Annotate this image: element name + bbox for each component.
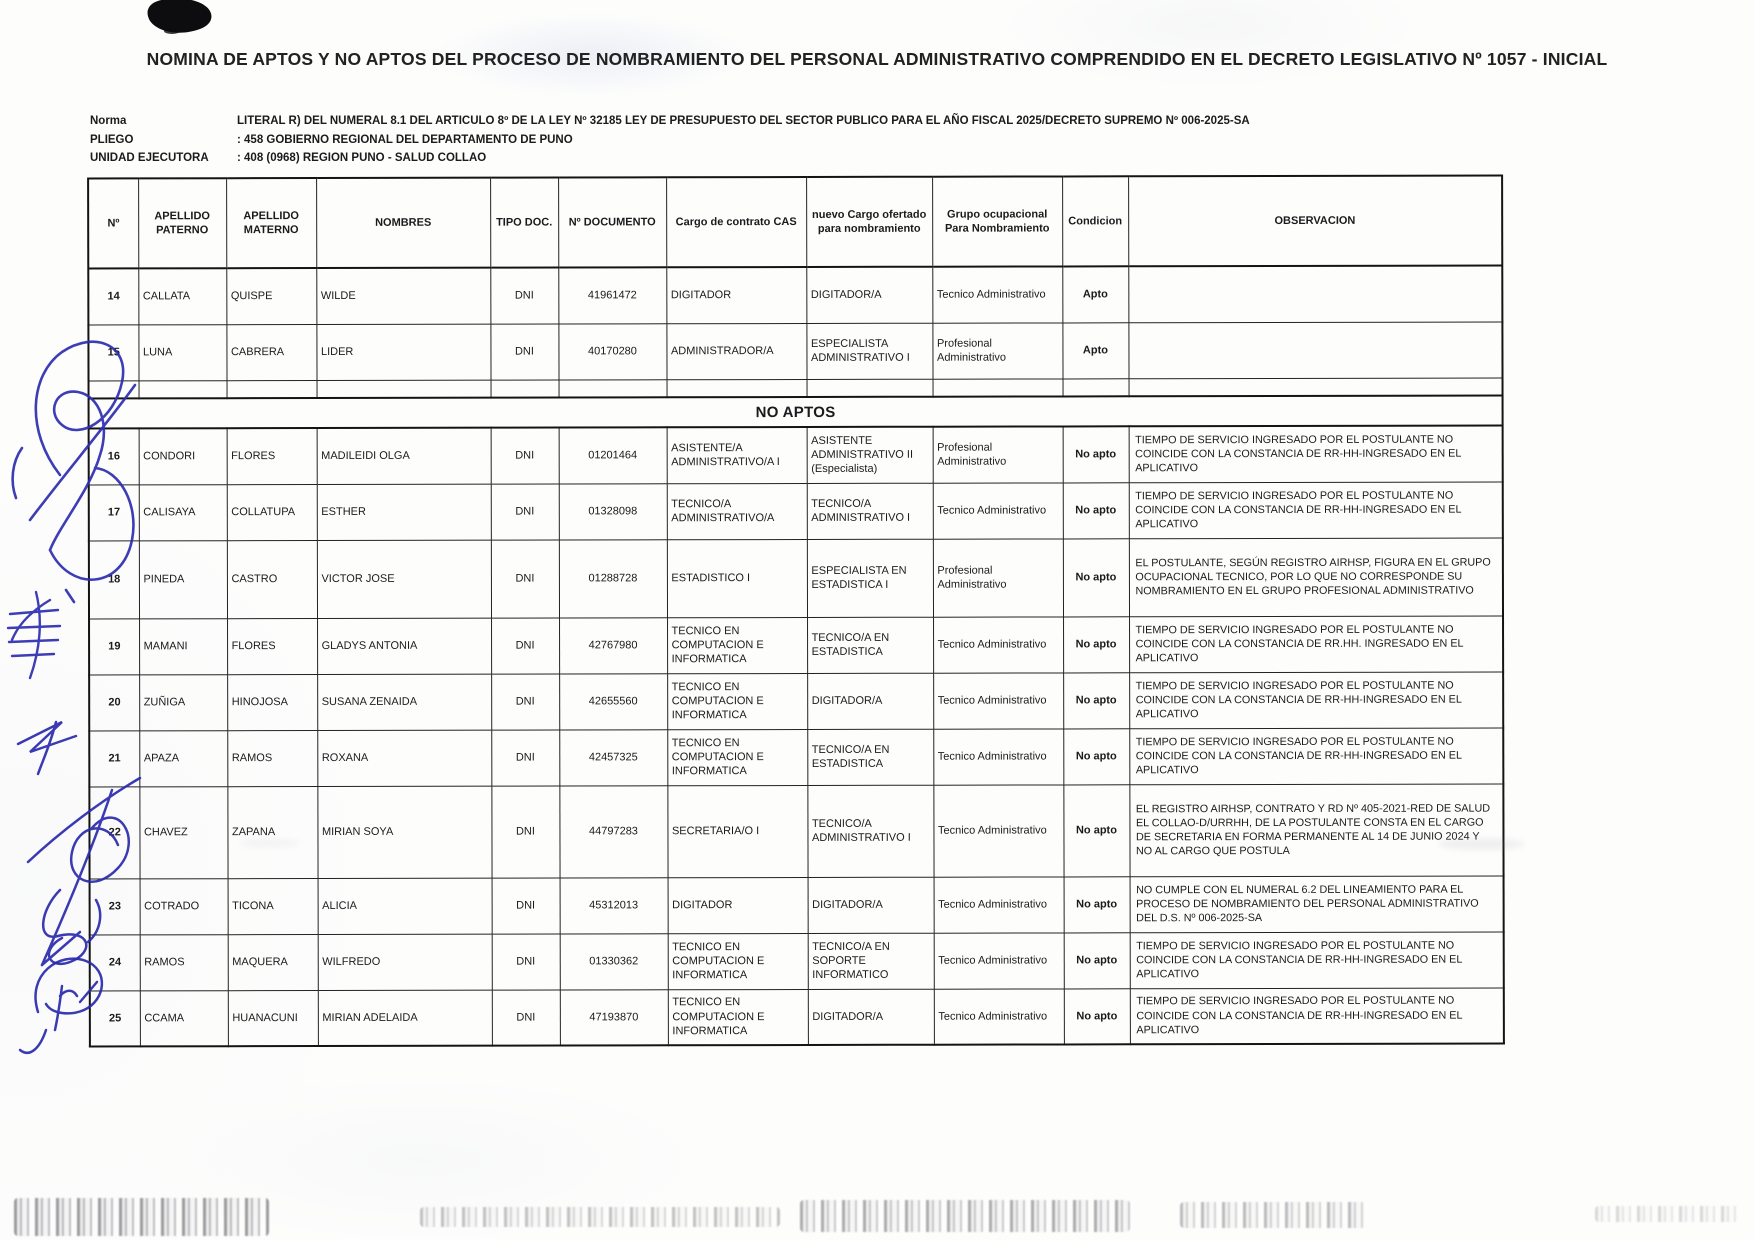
cell-apellido-materno: RAMOS <box>227 730 317 786</box>
cell-apellido-materno: CASTRO <box>227 540 317 618</box>
cell-condicion: No apto <box>1063 728 1129 784</box>
cell-apellido-materno: QUISPE <box>226 268 316 324</box>
cell-nombres: MIRIAN SOYA <box>317 786 491 878</box>
cell-observacion: NO CUMPLE CON EL NUMERAL 6.2 DEL LINEAMIENTO PARA EL PROCESO DE NOMBRAMIENTO DEL PERSONAL ADMINISTRATIVO DEL D.S. Nº 006-2025-SA <box>1130 876 1504 933</box>
cell-grupo-ocupacional: Tecnico Administrativo <box>932 266 1062 322</box>
cell-numero-documento: 01201464 <box>559 427 667 483</box>
cell-apellido-materno: TICONA <box>228 878 318 934</box>
cell-grupo-ocupacional: Tecnico Administrativo <box>934 876 1064 932</box>
cell-numero-documento: 45312013 <box>560 877 668 933</box>
cell-cargo-cas: ADMINISTRADOR/A <box>666 323 806 379</box>
table-row <box>89 672 1503 731</box>
cell-observacion: TIEMPO DE SERVICIO INGRESADO POR EL POSTULANTE NO COINCIDE CON LA CONSTANCIA DE RR-HH-INGRESADO EN EL APLICATIVO <box>1129 672 1503 729</box>
cell-numero-documento: 40170280 <box>558 323 666 379</box>
cell-nuevo-cargo: TECNICO/A EN SOPORTE INFORMATICO <box>808 933 934 989</box>
cell-grupo-ocupacional: Tecnico Administrativo <box>933 784 1063 876</box>
cell-cargo-cas: TECNICO EN COMPUTACION E INFORMATICA <box>667 617 807 673</box>
col-tipo-doc: TIPO DOC. <box>490 177 558 267</box>
cell-numero-documento: 47193870 <box>560 989 668 1045</box>
page-title: NOMINA DE APTOS Y NO APTOS DEL PROCESO DE NOMBRAMIENTO DEL PERSONAL ADMINISTRATIVO COMPRENDIDO EN EL DECRETO LEGISLATIVO Nº 1057 - INICIAL <box>146 49 1608 69</box>
cell-cargo-cas: DIGITADOR <box>668 877 808 933</box>
cell-nombres: MADILEIDI OLGA <box>317 428 491 484</box>
cell-condicion: No apto <box>1063 426 1129 482</box>
cell-number: 23 <box>90 878 140 934</box>
empty-cell <box>139 380 227 398</box>
col-observacion: OBSERVACION <box>1128 176 1502 267</box>
cell-nuevo-cargo: DIGITADOR/A <box>806 267 932 323</box>
cell-nuevo-cargo: DIGITADOR/A <box>808 877 934 933</box>
roster-table <box>87 175 1505 1048</box>
cell-tipo-doc: DNI <box>490 323 558 379</box>
table-row <box>90 932 1504 991</box>
empty-cell <box>491 379 559 397</box>
col-grupo-ocupacional: Grupo ocupacional Para Nombramiento <box>932 176 1062 266</box>
cell-apellido-materno: HUANACUNI <box>228 990 318 1046</box>
col-condicion: Condicion <box>1062 176 1128 266</box>
cell-observacion: TIEMPO DE SERVICIO INGRESADO POR EL POSTULANTE NO COINCIDE CON LA CONSTANCIA DE RR-HH-INGRESADO EN EL APLICATIVO <box>1129 482 1503 539</box>
table-row <box>89 538 1503 619</box>
table-row <box>90 876 1504 935</box>
cell-tipo-doc: DNI <box>492 933 560 989</box>
cell-tipo-doc: DNI <box>491 427 559 483</box>
header-row <box>88 176 1502 269</box>
table-row <box>89 616 1503 675</box>
cell-nuevo-cargo: DIGITADOR/A <box>807 673 933 729</box>
empty-cell <box>227 380 317 398</box>
cell-apellido-paterno: ZUÑIGA <box>139 674 227 730</box>
empty-cell <box>89 380 139 398</box>
cell-tipo-doc: DNI <box>491 483 559 539</box>
cell-nuevo-cargo: DIGITADOR/A <box>808 989 934 1045</box>
col-numero-documento: Nº DOCUMENTO <box>558 177 666 267</box>
meta-label: PLIEGO <box>90 133 134 146</box>
cell-cargo-cas: DIGITADOR <box>666 267 806 323</box>
cell-apellido-materno: COLLATUPA <box>227 484 317 540</box>
cell-condicion: No apto <box>1063 672 1129 728</box>
meta-row-norma <box>90 112 1250 131</box>
scan-noise <box>800 1200 1130 1232</box>
cell-observacion: TIEMPO DE SERVICIO INGRESADO POR EL POSTULANTE NO COINCIDE CON LA CONSTANCIA DE RR-HH-INGRESADO EN EL APLICATIVO <box>1130 988 1504 1045</box>
cell-condicion: Apto <box>1062 322 1128 378</box>
cell-grupo-ocupacional: Profesional Administrativo <box>932 322 1062 378</box>
cell-number: 22 <box>89 786 139 878</box>
section-row-no-aptos <box>89 396 1503 429</box>
table-row <box>88 322 1502 381</box>
cell-observacion <box>1128 266 1502 323</box>
cell-condicion: No apto <box>1063 538 1129 616</box>
cell-apellido-materno: FLORES <box>227 618 317 674</box>
cell-nuevo-cargo: TECNICO/A ADMINISTRATIVO I <box>807 483 933 539</box>
col-apellido-materno: APELLIDO MATERNO <box>226 178 316 268</box>
cell-condicion: No apto <box>1063 482 1129 538</box>
cell-number: 15 <box>88 324 138 380</box>
cell-nuevo-cargo: ESPECIALISTA EN ESTADISTICA I <box>807 539 933 617</box>
cell-apellido-paterno: MAMANI <box>139 618 227 674</box>
cell-nombres: GLADYS ANTONIA <box>317 618 491 674</box>
cell-nuevo-cargo: TECNICO/A EN ESTADISTICA <box>807 617 933 673</box>
black-blob-mark <box>148 0 212 34</box>
cell-cargo-cas: ASISTENTE/A ADMINISTRATIVO/A I <box>667 427 807 483</box>
empty-cell <box>559 379 667 397</box>
table-row <box>88 266 1502 325</box>
cell-nombres: WILFREDO <box>318 934 492 990</box>
cell-apellido-paterno: COTRADO <box>140 878 228 934</box>
cell-number: 14 <box>88 268 138 324</box>
cell-nuevo-cargo: ESPECIALISTA ADMINISTRATIVO I <box>806 323 932 379</box>
cell-nombres: VICTOR JOSE <box>317 540 491 618</box>
cell-apellido-paterno: CALISAYA <box>139 484 227 540</box>
empty-cell <box>807 379 933 397</box>
meta-row-pliego <box>90 131 1250 150</box>
cell-numero-documento: 42767980 <box>559 617 667 673</box>
cell-number: 16 <box>89 428 139 484</box>
col-nuevo-cargo: nuevo Cargo ofertado para nombramiento <box>806 177 932 267</box>
empty-cell <box>1129 378 1503 397</box>
cell-numero-documento: 42655560 <box>559 673 667 729</box>
table-row <box>89 426 1503 485</box>
cell-number: 20 <box>89 674 139 730</box>
cell-number: 25 <box>90 990 140 1046</box>
cell-condicion: No apto <box>1064 932 1130 988</box>
cell-nombres: ROXANA <box>317 730 491 786</box>
cell-apellido-paterno: RAMOS <box>140 934 228 990</box>
cell-nuevo-cargo: ASISTENTE ADMINISTRATIVO II (Especialista) <box>807 427 933 483</box>
meta-value: : 408 (0968) REGION PUNO - SALUD COLLAO <box>237 152 487 165</box>
cell-observacion: TIEMPO DE SERVICIO INGRESADO POR EL POSTULANTE NO COINCIDE CON LA CONSTANCIA DE RR-HH-INGRESADO EN EL APLICATIVO <box>1129 426 1503 483</box>
cell-cargo-cas: TECNICO EN COMPUTACION E INFORMATICA <box>668 989 808 1045</box>
scan-noise <box>1595 1206 1740 1222</box>
scan-noise <box>14 1198 269 1236</box>
cell-apellido-paterno: APAZA <box>139 730 227 786</box>
cell-number: 19 <box>89 618 139 674</box>
cell-nuevo-cargo: TECNICO/A ADMINISTRATIVO I <box>807 785 933 877</box>
cell-tipo-doc: DNI <box>491 673 559 729</box>
cell-numero-documento: 41961472 <box>558 267 666 323</box>
cell-number: 18 <box>89 540 139 618</box>
cell-grupo-ocupacional: Tecnico Administrativo <box>933 616 1063 672</box>
cell-nombres: SUSANA ZENAIDA <box>317 674 491 730</box>
cell-nuevo-cargo: TECNICO/A EN ESTADISTICA <box>807 729 933 785</box>
cell-grupo-ocupacional: Tecnico Administrativo <box>933 728 1063 784</box>
cell-nombres: MIRIAN ADELAIDA <box>318 990 492 1046</box>
cell-tipo-doc: DNI <box>491 785 559 877</box>
cell-grupo-ocupacional: Profesional Administrativo <box>933 426 1063 482</box>
cell-observacion: TIEMPO DE SERVICIO INGRESADO POR EL POSTULANTE NO COINCIDE CON LA CONSTANCIA DE RR-HH-INGRESADO EN EL APLICATIVO <box>1129 728 1503 785</box>
scan-noise <box>420 1207 780 1227</box>
cell-cargo-cas: TECNICO EN COMPUTACION E INFORMATICA <box>668 933 808 989</box>
col-apellido-paterno: APELLIDO PATERNO <box>138 178 226 268</box>
cell-condicion: No apto <box>1064 876 1130 932</box>
cell-number: 21 <box>89 730 139 786</box>
table-row <box>89 784 1503 879</box>
table-row <box>90 988 1504 1047</box>
cell-cargo-cas: ESTADISTICO I <box>667 539 807 617</box>
table-row <box>89 728 1503 787</box>
empty-cell <box>933 378 1063 396</box>
cell-tipo-doc: DNI <box>491 617 559 673</box>
cell-tipo-doc: DNI <box>492 877 560 933</box>
meta-label: Norma <box>90 115 127 127</box>
empty-cell <box>1063 378 1129 396</box>
meta-label: UNIDAD EJECUTORA <box>90 152 209 165</box>
section-label-no-aptos: NO APTOS <box>89 396 1503 429</box>
meta-value: : 458 GOBIERNO REGIONAL DEL DEPARTAMENTO DE PUNO <box>237 133 573 146</box>
cell-numero-documento: 42457325 <box>559 729 667 785</box>
cell-apellido-paterno: CONDORI <box>139 428 227 484</box>
meta-value: LITERAL R) DEL NUMERAL 8.1 DEL ARTICULO 8º DE LA LEY Nº 32185 LEY DE PRESUPUESTO DEL SECTOR PUBLICO PARA EL AÑO FISCAL 2025/DECRETO SUPREMO Nº 006-2025-SA <box>237 115 1250 127</box>
cell-condicion: No apto <box>1063 616 1129 672</box>
cell-apellido-materno: FLORES <box>227 428 317 484</box>
cell-tipo-doc: DNI <box>491 539 559 617</box>
cell-apellido-materno: MAQUERA <box>228 934 318 990</box>
col-nombres: NOMBRES <box>316 178 490 268</box>
empty-cell <box>667 379 807 397</box>
signature-2 <box>8 592 60 678</box>
cell-apellido-paterno: CALLATA <box>138 268 226 324</box>
cell-numero-documento: 01330362 <box>560 933 668 989</box>
cell-observacion: EL REGISTRO AIRHSP, CONTRATO Y RD Nº 405-2021-RED DE SALUD EL COLLAO-D/URRHH, DE LA POSTULANTE CONSTA EN EL CARGO DE SECRETARIA EN FORMA PERMANENTE AL 14 DE JUNIO 2024 Y NO AL CARGO QUE POSTULA <box>1129 784 1503 877</box>
cell-numero-documento: 01288728 <box>559 539 667 617</box>
cell-cargo-cas: TECNICO/A ADMINISTRATIVO/A <box>667 483 807 539</box>
cell-observacion: TIEMPO DE SERVICIO INGRESADO POR EL POSTULANTE NO COINCIDE CON LA CONSTANCIA DE RR-HH-INGRESADO EN EL APLICATIVO <box>1130 932 1504 989</box>
table-row <box>89 482 1503 541</box>
cell-apellido-paterno: PINEDA <box>139 540 227 618</box>
cell-numero-documento: 01328098 <box>559 483 667 539</box>
cell-number: 24 <box>90 934 140 990</box>
cell-nombres: LIDER <box>316 324 490 380</box>
cell-condicion: No apto <box>1064 988 1130 1044</box>
cell-nombres: ALICIA <box>318 878 492 934</box>
cell-apellido-materno: CABRERA <box>226 324 316 380</box>
scan-noise <box>1180 1202 1365 1228</box>
cell-tipo-doc: DNI <box>491 729 559 785</box>
cell-tipo-doc: DNI <box>490 267 558 323</box>
cell-cargo-cas: TECNICO EN COMPUTACION E INFORMATICA <box>667 729 807 785</box>
meta-block <box>90 112 1250 168</box>
cell-grupo-ocupacional: Tecnico Administrativo <box>934 932 1064 988</box>
cell-observacion: TIEMPO DE SERVICIO INGRESADO POR EL POSTULANTE NO COINCIDE CON LA CONSTANCIA DE RR.HH. INGRESADO EN EL APLICATIVO <box>1129 616 1503 673</box>
cell-grupo-ocupacional: Profesional Administrativo <box>933 538 1063 616</box>
roster-table-body <box>88 266 1504 1047</box>
cell-cargo-cas: SECRETARIA/O I <box>667 785 807 877</box>
cell-condicion: Apto <box>1062 266 1128 322</box>
empty-cell <box>317 380 491 398</box>
cell-nombres: WILDE <box>316 268 490 324</box>
cell-grupo-ocupacional: Tecnico Administrativo <box>933 482 1063 538</box>
cell-apellido-materno: HINOJOSA <box>227 674 317 730</box>
cell-grupo-ocupacional: Tecnico Administrativo <box>934 988 1064 1044</box>
cell-numero-documento: 44797283 <box>559 785 667 877</box>
cell-cargo-cas: TECNICO EN COMPUTACION E INFORMATICA <box>667 673 807 729</box>
cell-tipo-doc: DNI <box>492 989 560 1045</box>
cell-apellido-paterno: LUNA <box>138 324 226 380</box>
cell-apellido-materno: ZAPANA <box>227 786 317 878</box>
cell-grupo-ocupacional: Tecnico Administrativo <box>933 672 1063 728</box>
cell-observacion: EL POSTULANTE, SEGÚN REGISTRO AIRHSP, FIGURA EN EL GRUPO OCUPACIONAL TECNICO, POR LO QUE NO CORRESPONDE SU NOMBRAMIENTO EN EL GRUPO PROFESIONAL ADMINISTRATIVO <box>1129 538 1503 617</box>
cell-observacion <box>1128 322 1502 379</box>
col-cargo-cas: Cargo de contrato CAS <box>666 177 806 267</box>
cell-nombres: ESTHER <box>317 484 491 540</box>
roster-table-head <box>88 176 1502 269</box>
cell-apellido-paterno: CCAMA <box>140 990 228 1046</box>
cell-apellido-paterno: CHAVEZ <box>139 786 227 878</box>
meta-row-unidad-ejecutora <box>90 149 1250 168</box>
col-n: Nº <box>88 178 138 268</box>
cell-number: 17 <box>89 484 139 540</box>
cell-condicion: No apto <box>1063 784 1129 876</box>
